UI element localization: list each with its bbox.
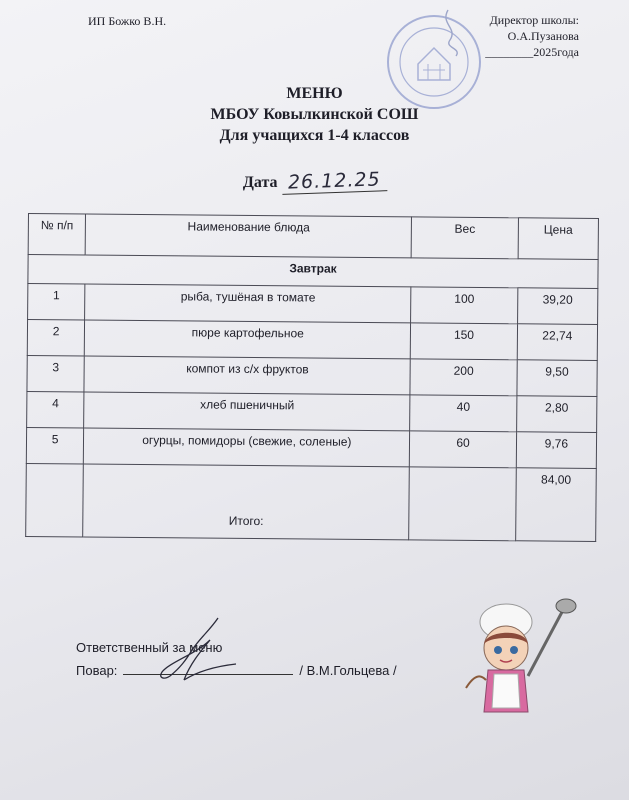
total-label: Итого: — [83, 464, 410, 540]
header-num: № п/п — [28, 214, 86, 255]
cell-price: 9,50 — [517, 360, 598, 397]
cook-label: Повар: — [76, 663, 118, 678]
cell-weight: 60 — [410, 431, 517, 468]
table-row — [27, 355, 597, 396]
cell-name: рыба, тушёная в томате — [85, 284, 411, 323]
total-price: 84,00 — [515, 468, 596, 542]
cell-price: 2,80 — [516, 396, 597, 433]
cell-name: огурцы, помидоры (свежие, соленые) — [84, 428, 410, 467]
cell-num: 4 — [27, 391, 85, 427]
menu-table — [25, 213, 599, 542]
table-row — [27, 320, 597, 361]
table-header-row — [28, 214, 598, 260]
cell-weight: 200 — [410, 359, 517, 396]
cell-weight: 100 — [411, 287, 518, 324]
title-menu: МЕНЮ — [286, 85, 343, 102]
cell-name: хлеб пшеничный — [84, 392, 410, 431]
cell-num: 3 — [27, 355, 85, 391]
cell-weight: 150 — [411, 323, 518, 360]
cell-price: 9,76 — [516, 432, 597, 469]
cell-name: пюре картофельное — [85, 320, 411, 359]
approval-block — [485, 12, 579, 60]
title-audience: Для учащихся 1-4 классов — [219, 127, 410, 144]
cell-num: 2 — [27, 320, 85, 356]
header-weight: Вес — [411, 217, 518, 259]
table-row — [26, 427, 596, 468]
page-title — [0, 83, 629, 146]
cook-name: / В.М.Гольцева / — [299, 663, 397, 678]
chef-girl-icon — [458, 592, 586, 722]
total-row — [26, 463, 597, 541]
total-weight-empty — [409, 467, 516, 541]
date-value: 26.12.25 — [281, 168, 386, 195]
title-school: МБОУ Ковылкинской СОШ — [210, 106, 419, 123]
date-label: Дата — [242, 174, 278, 191]
organization-name: ИП Божко В.Н. — [88, 14, 167, 28]
cell-weight: 40 — [410, 395, 517, 432]
cell-price: 22,74 — [517, 324, 598, 361]
cell-price: 39,20 — [517, 288, 598, 325]
approval-date: ________2025года — [485, 45, 579, 59]
director-position: Директор школы: — [489, 13, 579, 27]
table-row — [28, 284, 598, 325]
header-name: Наименование блюда — [85, 214, 411, 258]
cell-num: 1 — [28, 284, 86, 320]
total-empty-cell — [26, 463, 84, 536]
header-price: Цена — [518, 218, 599, 260]
cell-num: 5 — [26, 427, 84, 463]
director-name: О.А.Пузанова — [507, 29, 579, 43]
signature-icon — [140, 610, 250, 690]
section-breakfast: Завтрак — [28, 255, 598, 289]
table-row — [27, 391, 597, 432]
date-row — [0, 170, 629, 193]
responsible-label: Ответственный за меню — [76, 640, 223, 655]
cell-name: компот из с/х фруктов — [84, 356, 410, 395]
